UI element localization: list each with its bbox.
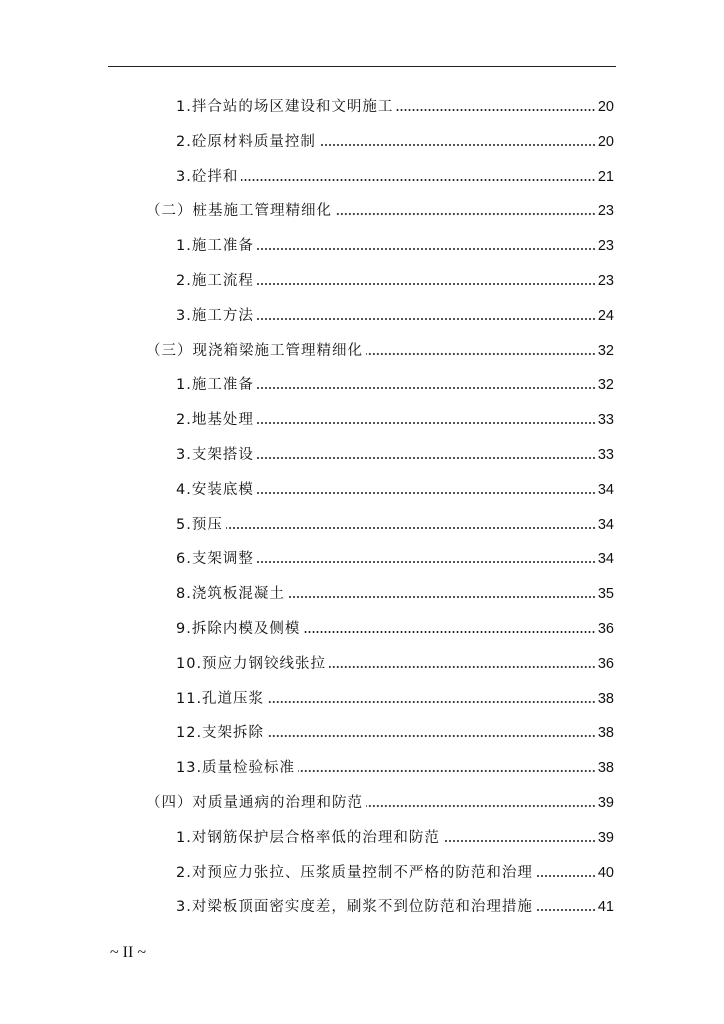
toc-dot-leader — [303, 630, 596, 634]
toc-entry — [176, 860, 614, 882]
toc-entry — [176, 686, 614, 708]
toc-entry-title: 3.支架搭设 — [176, 447, 254, 463]
toc-entry-title: 12.支架拆除 — [176, 725, 265, 742]
toc-dot-leader — [396, 108, 596, 112]
toc-dot-leader — [536, 908, 596, 912]
toc-entry-title: 2.施工流程 — [176, 273, 254, 289]
toc-entry — [146, 198, 614, 220]
toc-entry-page: 20 — [597, 133, 614, 150]
toc-entry-title: 3.施工方法 — [176, 307, 254, 324]
toc-dot-leader — [257, 421, 596, 425]
toc-entry-title: 8.浇筑板混凝土 — [176, 586, 285, 603]
toc-entry-page: 34 — [597, 516, 614, 533]
toc-dot-leader — [257, 317, 596, 321]
toc-dot-leader — [443, 839, 596, 843]
toc-entry-title: 13.质量检验标准 — [176, 760, 296, 777]
toc-entry — [176, 616, 614, 638]
toc-entry-title: 1.施工准备 — [176, 377, 254, 394]
toc-dot-leader — [319, 143, 596, 147]
toc-entry-page: 35 — [597, 586, 614, 603]
toc-entry — [176, 164, 614, 186]
toc-entry — [176, 651, 614, 673]
toc-entry-title: 1.对钢筋保护层合格率低的治理和防范 — [176, 829, 440, 846]
toc-dot-leader — [257, 282, 596, 286]
toc-entry-title: 2.地基处理 — [176, 412, 254, 429]
toc-dot-leader — [257, 386, 596, 390]
toc-entry-title: （四）对质量通病的治理和防范 — [146, 795, 363, 811]
toc-entry-page: 40 — [597, 864, 614, 881]
toc-entry — [176, 268, 614, 290]
toc-dot-leader — [241, 178, 596, 182]
toc-entry-page: 23 — [597, 203, 614, 220]
toc-dot-leader — [267, 700, 596, 704]
toc-entry — [176, 129, 614, 151]
toc-entry-page: 32 — [597, 377, 614, 394]
toc-dot-leader — [366, 352, 596, 356]
toc-dot-leader — [536, 874, 596, 878]
toc-dot-leader — [257, 247, 596, 251]
toc-entry-page: 21 — [597, 168, 614, 185]
toc-entry — [176, 581, 614, 603]
toc-entry-page: 36 — [597, 621, 614, 637]
toc-dot-leader — [288, 595, 596, 599]
toc-entry-page: 38 — [597, 725, 614, 742]
toc-entry-title: 9.拆除内模及侧模 — [176, 621, 301, 637]
toc-dot-leader — [257, 456, 596, 460]
toc-dot-leader — [267, 734, 596, 738]
toc-entry-title: （三）现浇箱梁施工管理精细化 — [146, 342, 363, 359]
toc-entry — [176, 442, 614, 464]
toc-entry — [176, 94, 614, 116]
toc-entry-title: 11.孔道压浆 — [176, 690, 265, 707]
page-number: ~ II ~ — [110, 944, 146, 961]
toc-entry — [176, 894, 614, 916]
toc-entry-title: （二）桩基施工管理精细化 — [146, 203, 332, 220]
toc-entry-page: 38 — [597, 760, 614, 777]
toc-entry — [176, 372, 614, 394]
toc-entry-page: 23 — [597, 238, 614, 255]
toc-entry-page: 33 — [597, 447, 614, 463]
toc-dot-leader — [298, 769, 596, 773]
toc-entry — [176, 720, 614, 742]
toc-entry-page: 20 — [597, 99, 614, 115]
toc-dot-leader — [366, 804, 596, 808]
toc-dot-leader — [335, 212, 596, 216]
toc-entry-page: 34 — [597, 551, 614, 568]
toc-entry — [176, 755, 614, 777]
toc-entry-title: 3.砼拌和 — [176, 168, 239, 185]
toc-entry-title: 1.拌合站的场区建设和文明施工 — [176, 99, 394, 115]
toc-entry-title: 1.施工准备 — [176, 238, 254, 255]
toc-entry — [176, 512, 614, 534]
toc-dot-leader — [226, 526, 596, 530]
toc-entry — [176, 477, 614, 499]
toc-entry-title: 2.对预应力张拉、压浆质量控制不严格的防范和治理 — [176, 864, 533, 881]
toc-entry-page: 39 — [597, 829, 614, 846]
toc-entry — [176, 233, 614, 255]
toc-entry-title: 2.砼原材料质量控制 — [176, 133, 316, 150]
toc-entry-title: 10.预应力钢铰线张拉 — [176, 655, 327, 672]
toc-entry-page: 23 — [597, 273, 614, 289]
toc-entry — [146, 338, 614, 360]
toc-entry-page: 34 — [597, 481, 614, 498]
toc-entry-title: 5.预压 — [176, 516, 223, 533]
toc-entry — [176, 546, 614, 568]
toc-entry-title: 4.安装底模 — [176, 481, 254, 498]
toc-entry-page: 39 — [597, 795, 614, 811]
toc-entry-page: 32 — [597, 342, 614, 359]
toc-entry-page: 36 — [597, 655, 614, 672]
toc-entry-title: 3.对梁板顶面密实度差，刷浆不到位防范和治理措施 — [176, 899, 533, 916]
toc-dot-leader — [257, 491, 596, 495]
toc-entry-title: 6.支架调整 — [176, 551, 254, 568]
toc-entry — [146, 790, 614, 812]
toc-dot-leader — [257, 560, 596, 564]
toc-entry-page: 24 — [597, 307, 614, 324]
toc-entry — [176, 407, 614, 429]
toc-entry-page: 38 — [597, 690, 614, 707]
toc-entry-page: 41 — [597, 899, 614, 916]
toc-entry-page: 33 — [597, 412, 614, 429]
toc-entry — [176, 303, 614, 325]
toc-entry — [176, 825, 614, 847]
toc-dot-leader — [329, 665, 596, 669]
